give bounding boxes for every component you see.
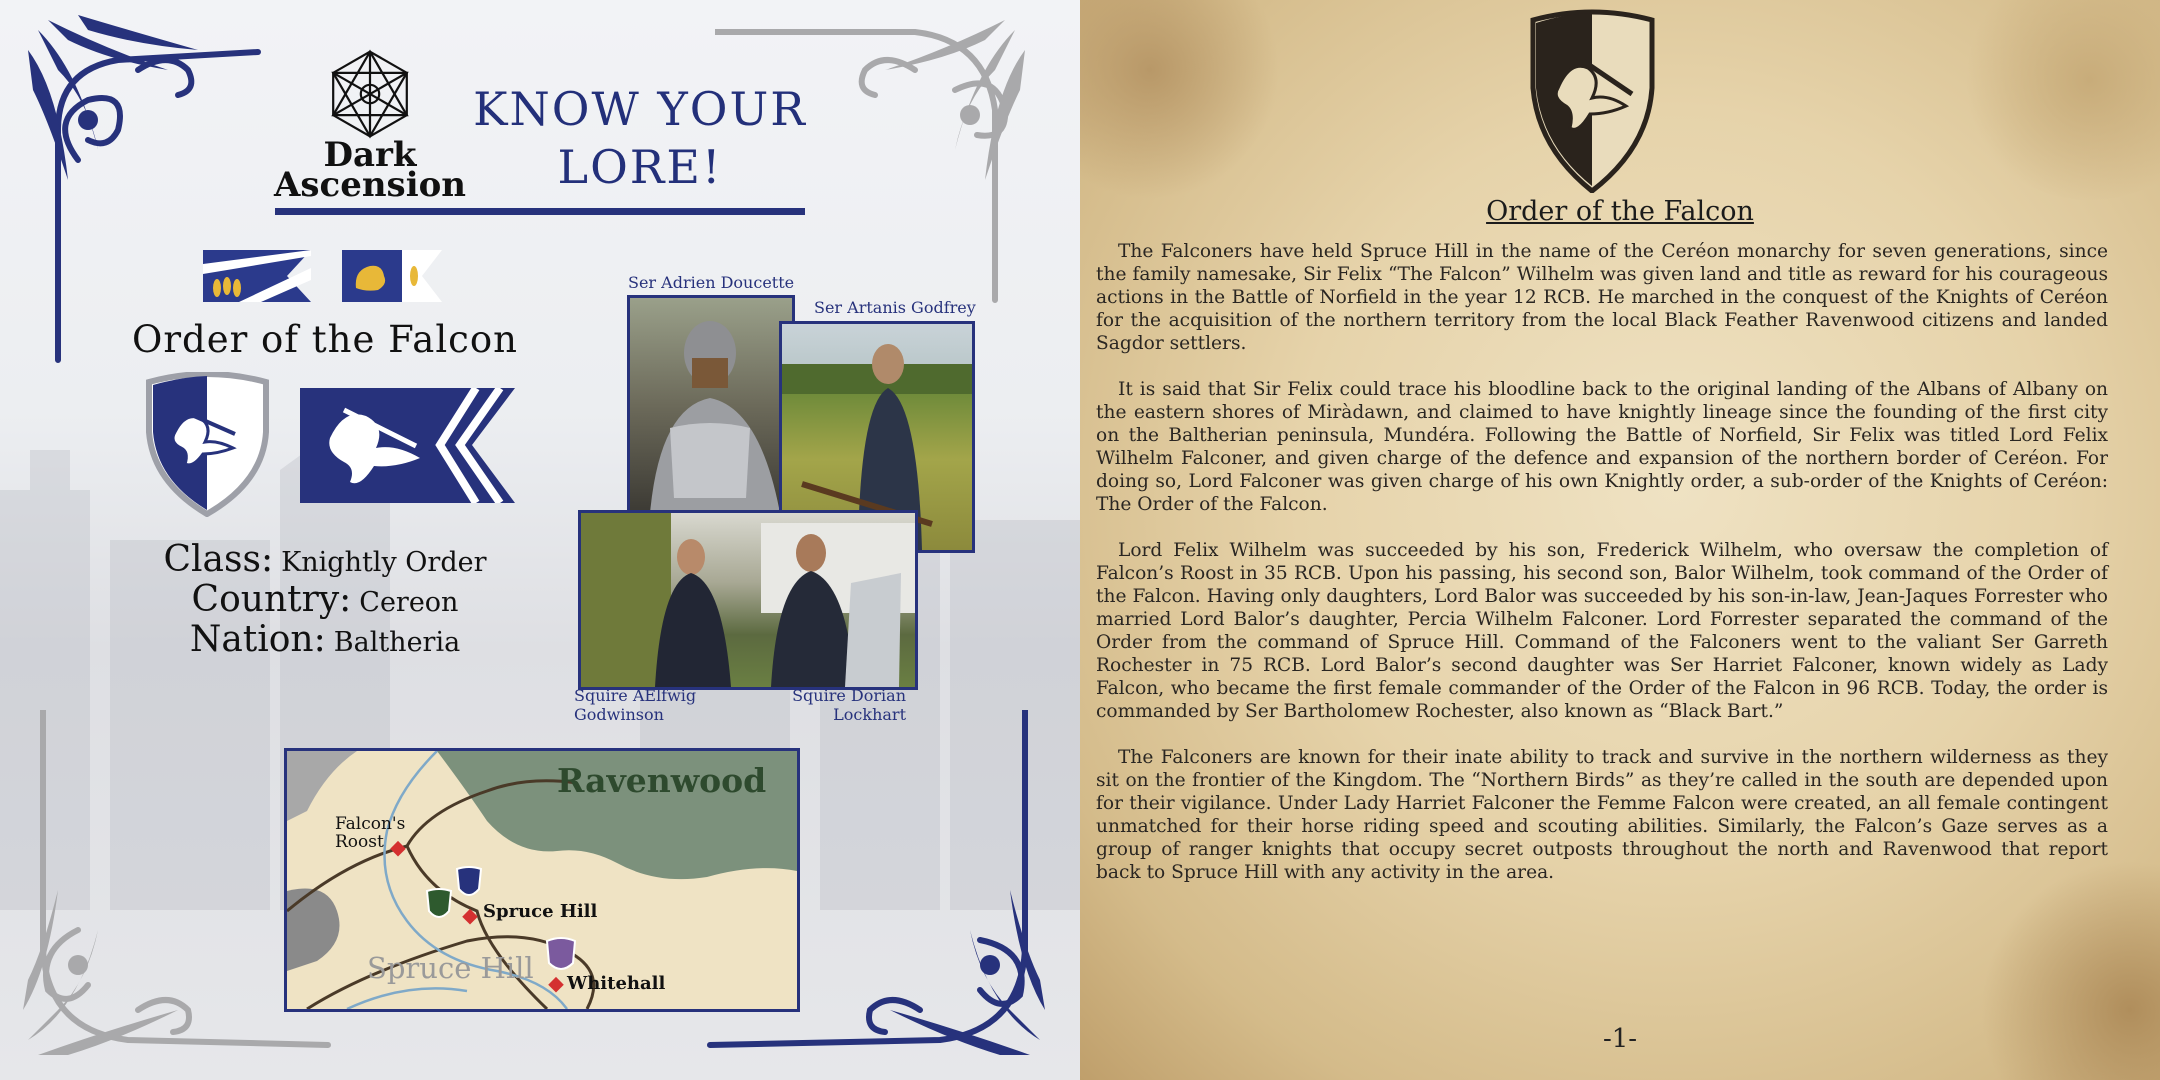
caption-dorian-line2: Lockhart xyxy=(833,705,906,724)
map-label-falcons-roost xyxy=(335,815,405,851)
falcon-crest-icon xyxy=(1530,8,1655,193)
parchment-stain xyxy=(1960,0,2160,200)
lore-paragraph: Lord Felix Wilhelm was succeeded by his son, Frederick Wilhelm, who oversaw the completion of Falcon’s Roost in 35 RCB. Upon his passing, his second son, Balor Wilhelm, took command of the Order of the Falcon. Having only daughters, Lord Balor was succeeded by his son-in-law, Jean-Jaques Forrester who married Lord Balor’s daughter, Percia Wilhelm Falconer. Lord Forrester separated the command of the Order from the command of Spruce Hill. Command of the Falconers went to the valiant Ser Garreth Rochester in 75 RCB. Lord Balor’s second daughter was Ser Harriet Falconer, known widely as Lady Falcon, who became the first female commander of the Order of the Falcon in 96 RCB. Today, the order is commanded by Ser Bartholomew Rochester, also known as “Black Bart.” xyxy=(1096,540,2108,722)
map-label-spruce-hill-town: Spruce Hill xyxy=(483,901,598,922)
caption-dorian-line1: Squire Dorian xyxy=(792,686,906,705)
caption-aelfwig xyxy=(574,686,696,724)
top-left-ornament xyxy=(18,10,278,370)
map-label-falcons-roost-line1: Falcon's xyxy=(335,814,406,834)
region-map xyxy=(284,748,800,1012)
lore-paragraph: The Falconers have held Spruce Hill in the name of the Ceréon monarchy for seven generations, since the family namesake, Sir Felix “The Falcon” Wilhelm was given land and title as reward for his courageous actions in the Battle of Norfield in the year 12 RCB. He marched in the conquest of the Knights of Ceréon for the acquisition of the northern territory from the local Black Feather Ravenwood citizens and landed Sagdor settlers. xyxy=(1096,241,2108,354)
nation-label: Nation: xyxy=(189,619,326,660)
page-heading xyxy=(420,80,860,196)
metatron-cube-icon xyxy=(324,48,416,140)
map-label-falcons-roost-line2: Roost xyxy=(335,832,384,852)
right-title: Order of the Falcon xyxy=(1486,196,1754,227)
caption-aelfwig-line2: Godwinson xyxy=(574,705,664,724)
falcon-banner-icon xyxy=(300,388,515,503)
baltheria-flag-small xyxy=(342,250,442,302)
map-label-whitehall: Whitehall xyxy=(567,973,666,994)
country-row xyxy=(120,580,530,620)
right-page xyxy=(1080,0,2160,1080)
map-label-ravenwood: Ravenwood xyxy=(557,761,767,800)
heading-rule xyxy=(275,208,805,215)
photo-adrien-doucette xyxy=(627,295,795,516)
country-label: Country: xyxy=(191,579,352,620)
order-info xyxy=(120,540,530,660)
class-value: Knightly Order xyxy=(281,547,487,578)
falcon-shield-icon xyxy=(145,372,270,517)
logo-text-dark: Dark xyxy=(323,135,417,175)
map-label-spruce-hill-region: Spruce Hill xyxy=(367,951,534,985)
cereon-flag-small xyxy=(203,250,311,302)
page-number: -1- xyxy=(1602,1024,1638,1054)
heading-line-1: KNOW YOUR xyxy=(473,82,807,136)
class-row xyxy=(120,540,530,580)
caption-artanis: Ser Artanis Godfrey xyxy=(814,298,976,317)
parchment-stain xyxy=(1080,0,1280,200)
class-label: Class: xyxy=(163,539,274,580)
lore-text xyxy=(1096,240,2108,907)
heading-line-2: LORE! xyxy=(557,140,723,194)
caption-aelfwig-line1: Squire AElfwig xyxy=(574,686,697,705)
order-title: Order of the Falcon xyxy=(131,318,519,361)
caption-adrien: Ser Adrien Doucette xyxy=(628,273,795,292)
logo-text-ascension: Ascension xyxy=(273,165,467,205)
photo-squires xyxy=(578,510,918,690)
country-value: Cereon xyxy=(359,587,459,618)
lore-paragraph: It is said that Sir Felix could trace his bloodline back to the original landing of the Albans of Albany on the eastern shores of Miràdawn, and claimed to have knightly lineage since the founding of the first city on the Baltherian peninsula, Mundéra. Following the Battle of Norfield, Sir Felix was titled Lord Felix Wilhelm Falconer, and given charge of the defence and expansion of the northern border of Ceréon. For doing so, Lord Falconer was given charge of his own Knightly order, a sub-order of the Knights of Ceréon: The Order of the Falcon. xyxy=(1096,379,2108,515)
caption-dorian xyxy=(760,686,906,724)
nation-row xyxy=(120,620,530,660)
nation-value: Baltheria xyxy=(333,627,461,658)
lore-paragraph: The Falconers are known for their inate ability to track and survive in the northern wilderness as they sit on the frontier of the Kingdom. The “Northern Birds” as they’re called in the south are depended upon for their vigilance. Under Lady Harriet Falconer the Femme Falcon were created, an all female contingent unmatched for their horse riding speed and scouting abilities. Similarly, the Falcon’s Gaze serves as a group of ranger knights that occupy secret outposts throughout the north and Ravenwood that report back to Spruce Hill with any activity in the area. xyxy=(1096,747,2108,883)
